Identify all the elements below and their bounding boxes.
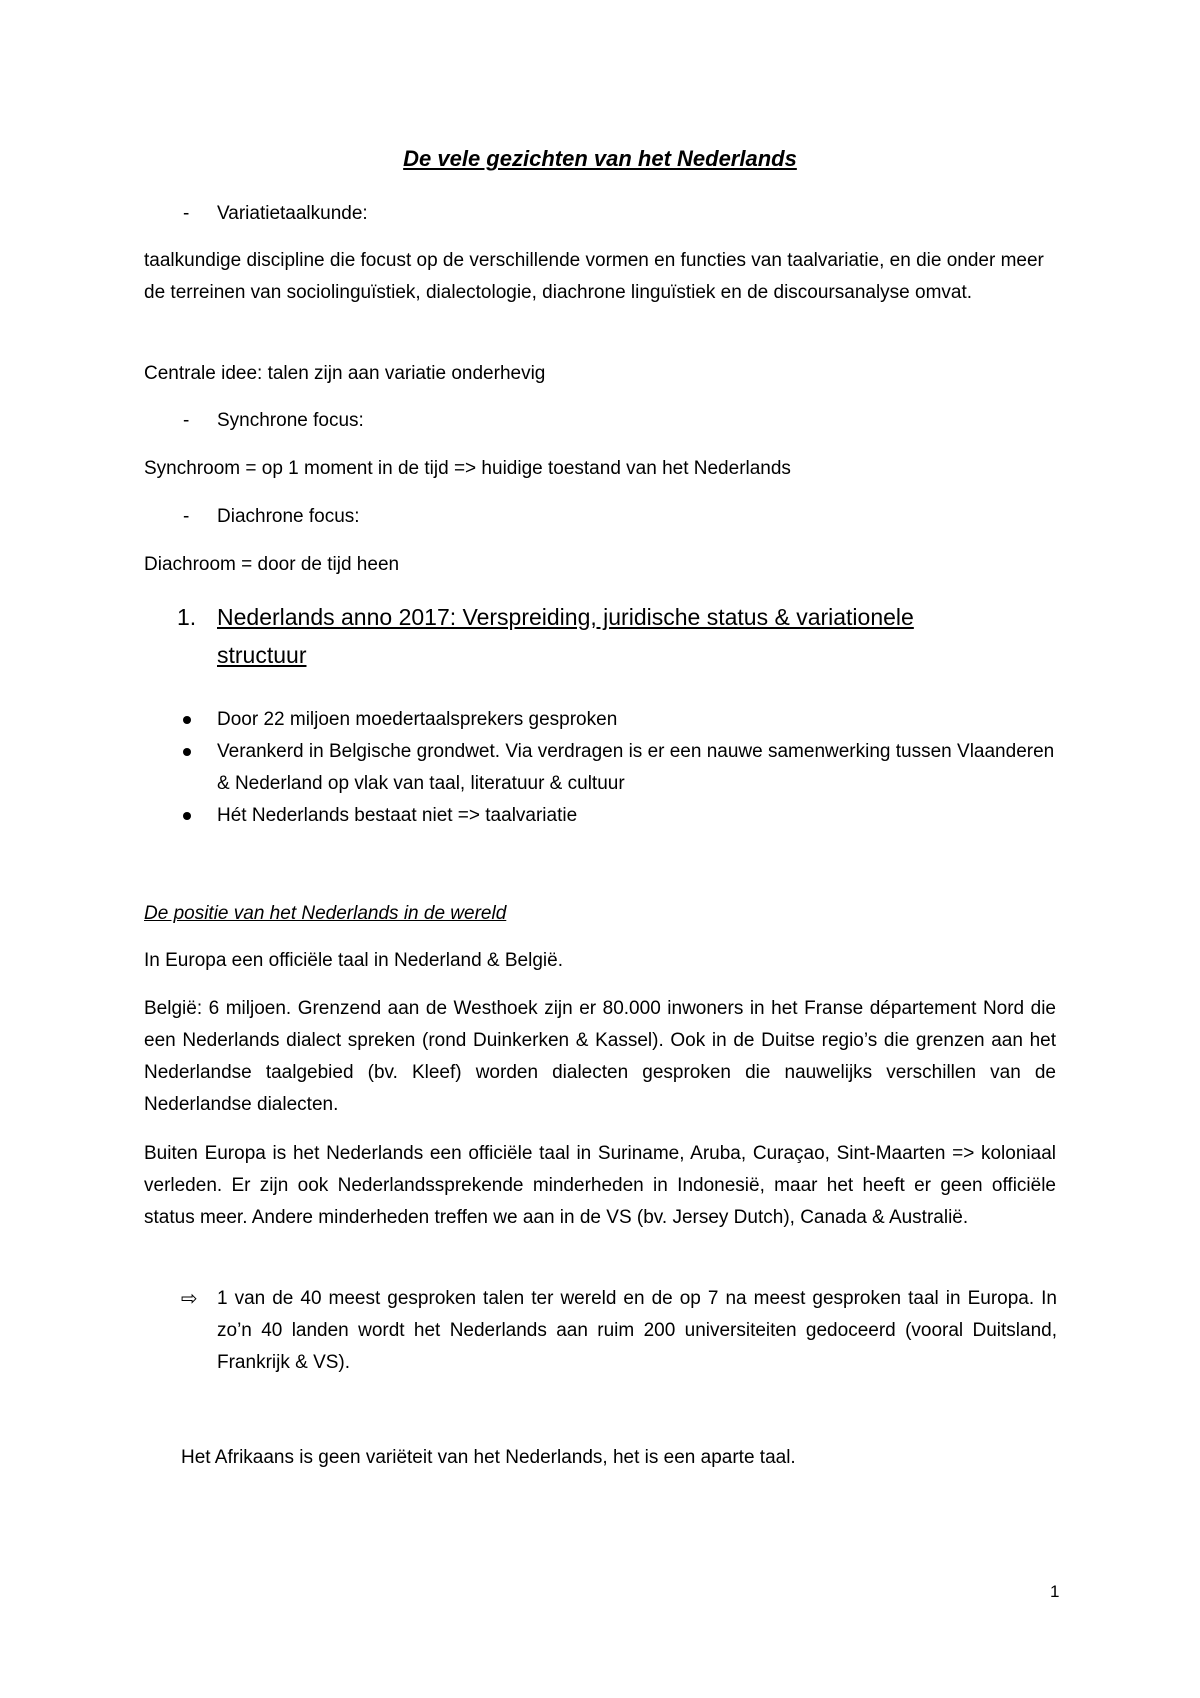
section-heading [217, 598, 1037, 674]
section-heading-line-1: Nederlands anno 2017: Verspreiding, juridische status & variationele [217, 604, 914, 630]
bullet-icon [183, 812, 191, 820]
arrow-icon: ⇨ [181, 1288, 198, 1310]
variatietaalkunde-heading: Variatietaalkunde: [217, 203, 368, 224]
central-idea: Centrale idee: talen zijn aan variatie onderhevig [144, 363, 546, 384]
bullet-icon [183, 748, 191, 756]
paragraph: Het Afrikaans is geen variëteit van het Nederlands, het is een aparte taal. [181, 1447, 796, 1468]
subsection-heading: De positie van het Nederlands in de wereld [144, 903, 507, 924]
synchrone-definition: Synchroom = op 1 moment in de tijd => huidige toestand van het Nederlands [144, 458, 791, 479]
bullet-item: Hét Nederlands bestaat niet => taalvariatie [217, 805, 578, 826]
page-number: 1 [1050, 1582, 1060, 1601]
bullet-item: Verankerd in Belgische grondwet. Via verdragen is er een nauwe samenwerking tussen Vlaanderen & Nederland op vlak van taal, literatuur & cultuur [217, 741, 1055, 794]
dash-marker: - [183, 203, 190, 224]
document-title: De vele gezichten van het Nederlands [403, 146, 797, 171]
paragraph: België: 6 miljoen. Grenzend aan de Westhoek zijn er 80.000 inwoners in het Franse département Nord die een Nederlands dialect spreken (rond Duinkerken & Kassel). Ook in de Duitse regio’s die grenzen aan het Nederlandse taalgebied (bv. Kleef) worden dialecten gesproken die nauwelijks verschillen van de Nederlandse dialecten. [144, 998, 1056, 1115]
dash-marker: - [183, 410, 190, 431]
bullet-icon [183, 716, 191, 724]
section-number: 1. [177, 604, 197, 630]
paragraph: Buiten Europa is het Nederlands een officiële taal in Suriname, Aruba, Curaçao, Sint-Maarten => koloniaal verleden. Er zijn ook Nederlandssprekende minderheden in Indonesië, maar het heeft er geen officiële status meer. Andere minderheden treffen we aan in de VS (bv. Jersey Dutch), Canada & Australië. [144, 1143, 1056, 1228]
paragraph: In Europa een officiële taal in Nederland & België. [144, 950, 563, 971]
dash-marker: - [183, 506, 190, 527]
synchrone-heading: Synchrone focus: [217, 410, 364, 431]
arrow-item: 1 van de 40 meest gesproken talen ter wereld en de op 7 na meest gesproken taal in Europa. In zo’n 40 landen wordt het Nederlands aan ruim 200 universiteiten gedoceerd (vooral Duitsland, Frankrijk & VS). [217, 1288, 1057, 1373]
diachrone-heading: Diachrone focus: [217, 506, 360, 527]
diachrone-definition: Diachroom = door de tijd heen [144, 554, 400, 575]
variatietaalkunde-definition: taalkundige discipline die focust op de verschillende vormen en functies van taalvariatie, en die onder meer de terreinen van sociolinguïstiek, dialectologie, diachrone linguïstiek en de discoursanalyse omvat. [144, 250, 1044, 303]
bullet-item: Door 22 miljoen moedertaalsprekers gesproken [217, 709, 618, 730]
section-heading-line-2: structuur [217, 642, 307, 668]
